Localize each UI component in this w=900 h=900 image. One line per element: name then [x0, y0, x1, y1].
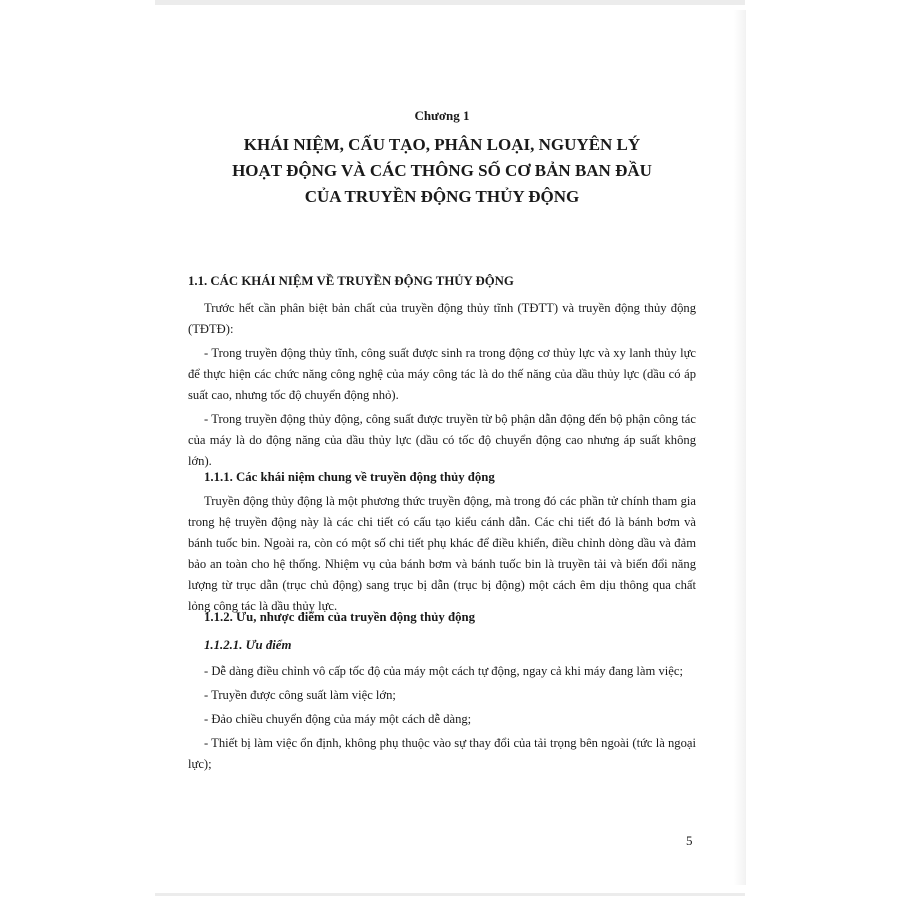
page-top-edge	[155, 0, 745, 5]
subsection-heading: 1.1.1. Các khái niệm chung về truyền động thủy động	[204, 470, 495, 484]
page-bottom-edge	[155, 893, 745, 896]
section-1-1-2	[188, 607, 696, 775]
subsection-heading: 1.1.2. Ưu, nhược điểm của truyền động thủy động	[204, 610, 475, 624]
page-number: 5	[686, 833, 693, 848]
section-1-1-1	[188, 467, 696, 617]
chapter-title-line-3: CỦA TRUYỀN ĐỘNG THỦY ĐỘNG	[304, 187, 580, 206]
list-item: - Thiết bị làm việc ổn định, không phụ thuộc vào sự thay đổi của tải trọng bên ngoài (tức là ngoại lực);	[188, 736, 696, 771]
paragraph: Truyền động thủy động là một phương thức truyền động, mà trong đó các phần tử chính tham gia trong hệ truyền động này là các chi tiết có cấu tạo kiểu cánh dẫn. Các chi tiết đó là bánh bơm và bánh tuốc bin. Ngoài ra, còn có một số chi tiết phụ khác để điều khiển, điều chỉnh dòng dầu và đảm bảo an toàn cho hệ thống. Nhiệm vụ của bánh bơm và bánh tuốc bin là truyền tải và biến đổi năng lượng từ trục dẫn (trục chủ động) sang trục bị dẫn (trục bị động) một cách êm dịu thông qua chất lỏng công tác là dầu thủy lực.	[188, 494, 696, 613]
paragraph: - Trong truyền động thủy động, công suất được truyền từ bộ phận dẫn động đến bộ phận công tác của máy là do động năng của dầu thủy lực (dầu có tốc độ chuyển động cao nhưng áp suất không lớn).	[188, 412, 696, 468]
section-heading: 1.1. CÁC KHÁI NIỆM VỀ TRUYỀN ĐỘNG THỦY ĐỘNG	[188, 274, 514, 288]
page-right-shadow	[734, 10, 746, 885]
paragraph: - Trong truyền động thủy tĩnh, công suất được sinh ra trong động cơ thủy lực và xy lanh thủy lực để thực hiện các chức năng công nghệ của máy công tác là do thế năng của dầu thủy lực (dầu có áp suất cao, nhưng tốc độ chuyển động nhỏ).	[188, 346, 696, 402]
chapter-title-line-1: KHÁI NIỆM, CẤU TẠO, PHÂN LOẠI, NGUYÊN LÝ	[243, 135, 641, 154]
chapter-label: Chương 1	[414, 108, 470, 123]
section-1-1	[188, 271, 696, 472]
chapter-title	[188, 132, 696, 210]
sub-subsection-heading: 1.1.2.1. Ưu điểm	[204, 638, 292, 652]
paragraph: Trước hết cần phân biệt bản chất của truyền động thủy tĩnh (TĐTT) và truyền động thủy động (TĐTĐ):	[188, 301, 696, 336]
list-item: - Đảo chiều chuyển động của máy một cách dễ dàng;	[204, 712, 472, 726]
list-item: - Truyền được công suất làm việc lớn;	[204, 688, 396, 702]
chapter-title-line-2: HOẠT ĐỘNG VÀ CÁC THÔNG SỐ CƠ BẢN BAN ĐẦU	[232, 161, 652, 180]
list-item: - Dễ dàng điều chỉnh vô cấp tốc độ của máy một cách tự động, ngay cả khi máy đang làm việc;	[204, 664, 683, 678]
